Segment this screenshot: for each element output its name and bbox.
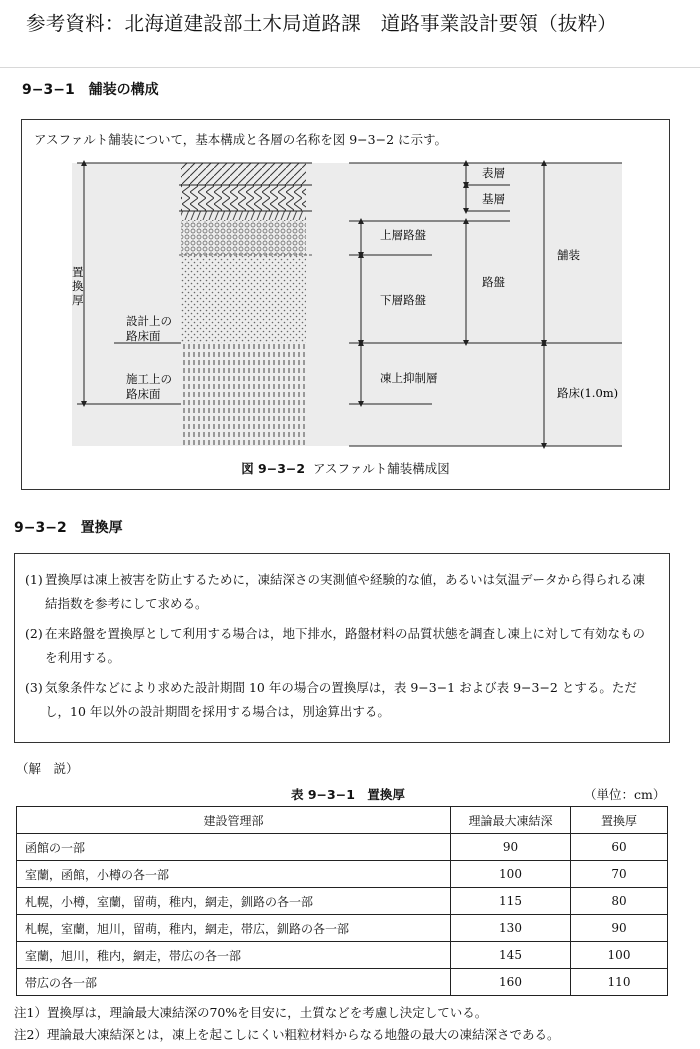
table-header-row <box>17 807 668 834</box>
rule-item-2 <box>25 622 657 670</box>
construction-subgrade-label-1: 施工上の <box>126 372 172 386</box>
frost-depth-cell: 90 <box>451 834 571 861</box>
figure-caption-number: 図 9−3−2 <box>241 461 306 476</box>
rule-number: (1) <box>25 572 43 587</box>
replacement-thickness-label-1: 置 <box>72 265 84 279</box>
table-row <box>17 834 668 861</box>
lower-base-label: 下層路盤 <box>380 293 426 307</box>
figure-intro-text: アスファルト舗装について，基本構成と各層の名称を図 9−3−2 に示す。 <box>34 132 448 147</box>
figure-box <box>21 119 670 490</box>
subgrade-label: 路床(1.0m) <box>557 386 619 400</box>
office-cell: 室蘭，函館，小樽の各一部 <box>17 861 451 888</box>
office-cell: 函館の一部 <box>17 834 451 861</box>
construction-subgrade-label-2: 路床面 <box>126 387 161 401</box>
replacement-thickness-label-3: 厚 <box>72 293 84 307</box>
rules-box <box>14 553 670 743</box>
surface-layer-label: 表層 <box>482 166 505 180</box>
frost-layer-label: 凍上抑制層 <box>380 371 438 385</box>
section-heading-replacement-thickness: 9−3−2 置換厚 <box>14 520 123 536</box>
thickness-cell: 100 <box>571 942 668 969</box>
table-unit: （単位：cm） <box>584 787 666 802</box>
design-subgrade-label-2: 路床面 <box>126 329 161 343</box>
column-header-frost-depth: 理論最大凍結深 <box>451 807 571 834</box>
figure-caption-text: アスファルト舗装構成図 <box>313 461 450 476</box>
replacement-thickness-label-2: 換 <box>72 279 84 293</box>
frost-depth-cell: 100 <box>451 861 571 888</box>
table-note-1: 注1）置換厚は，理論最大凍結深の70%を目安に，土質などを考慮し決定している。 <box>14 1005 488 1020</box>
rule-number: (2) <box>25 626 43 641</box>
rule-text: 置換厚は凍上被害を防止するために，凍結深さの実測値や経験的な値，あるいは気温データから得られる凍結指数を参考にして求める。 <box>45 572 646 611</box>
page-header <box>0 0 700 68</box>
page-title: 参考資料：北海道建設部土木局道路課 道路事業設計要領（抜粋） <box>26 12 618 35</box>
office-cell: 室蘭，旭川，稚内，網走，帯広の各一部 <box>17 942 451 969</box>
thickness-cell: 90 <box>571 915 668 942</box>
column-header-office: 建設管理部 <box>17 807 451 834</box>
replacement-thickness-table <box>16 806 668 996</box>
table-row <box>17 969 668 996</box>
table-row <box>17 861 668 888</box>
frost-depth-cell: 160 <box>451 969 571 996</box>
upper-base-label: 上層路盤 <box>380 228 426 242</box>
base-course-label: 路盤 <box>482 275 505 289</box>
table-row <box>17 888 668 915</box>
frost-depth-cell: 115 <box>451 888 571 915</box>
rule-item-1 <box>25 568 657 616</box>
frost-layer-swatch <box>181 343 306 446</box>
office-cell: 札幌，室蘭，旭川，留萌，稚内，網走，帯広，釧路の各一部 <box>17 915 451 942</box>
table-note-2: 注2）理論最大凍結深とは，凍上を起こしにくい粗粒材料からなる地盤の最大の凍結深さである。 <box>14 1027 560 1042</box>
rule-number: (3) <box>25 680 43 695</box>
surface-layer-swatch <box>181 163 306 185</box>
rule-text: 在来路盤を置換厚として利用する場合は，地下排水，路盤材料の品質状態を調査し凍上に対して有効なものを利用する。 <box>45 626 646 665</box>
office-cell: 帯広の各一部 <box>17 969 451 996</box>
rule-item-3 <box>25 676 657 724</box>
pavement-label: 舗装 <box>557 248 580 262</box>
figure-caption <box>22 459 669 477</box>
thickness-cell: 70 <box>571 861 668 888</box>
office-cell: 札幌，小樽，室蘭，留萌，稚内，網走，釧路の各一部 <box>17 888 451 915</box>
binder-layer-swatch <box>181 185 306 211</box>
binder-layer-label: 基層 <box>482 192 505 206</box>
upper-base-top-swatch <box>181 211 306 221</box>
table-row <box>17 942 668 969</box>
design-subgrade-label-1: 設計上の <box>126 314 172 328</box>
table-row <box>17 915 668 942</box>
upper-base-layer-swatch <box>181 221 306 255</box>
column-header-thickness: 置換厚 <box>571 807 668 834</box>
lower-base-layer-swatch <box>181 255 306 343</box>
frost-depth-cell: 130 <box>451 915 571 942</box>
thickness-cell: 110 <box>571 969 668 996</box>
rule-text: 気象条件などにより求めた設計期間 10 年の場合の置換厚は，表 9−3−1 および表 9−3−2 とする。ただし，10 年以外の設計期間を採用する場合は，別途算出する。 <box>45 680 637 719</box>
pavement-structure-diagram <box>22 120 669 489</box>
table-title: 表 9−3−1 置換厚 <box>291 787 405 802</box>
commentary-label: （解 説） <box>16 761 79 776</box>
frost-depth-cell: 145 <box>451 942 571 969</box>
section-heading-pavement-structure: 9−3−1 舗装の構成 <box>22 82 159 98</box>
thickness-cell: 80 <box>571 888 668 915</box>
thickness-cell: 60 <box>571 834 668 861</box>
